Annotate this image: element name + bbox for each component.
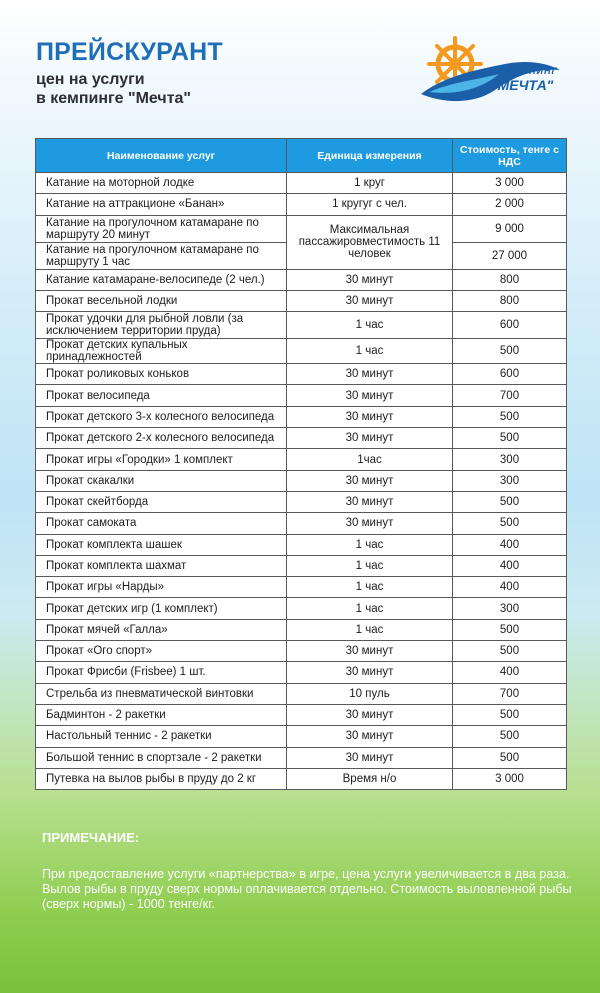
service-unit: Время н/о — [287, 768, 453, 789]
service-unit: 30 минут — [287, 704, 453, 725]
service-name: Катание катамаране-велосипеде (2 чел.) — [36, 269, 287, 290]
table-row — [36, 662, 567, 683]
table-row — [36, 726, 567, 747]
column-header-price: Стоимость, тенге с НДС — [453, 139, 567, 173]
service-unit: 30 минут — [287, 747, 453, 768]
service-name: Настольный теннис - 2 ракетки — [36, 726, 287, 747]
service-name: Прокат скейтборда — [36, 491, 287, 512]
service-name: Прокат удочки для рыбной ловли (за исключением территории пруда) — [36, 312, 287, 339]
service-name: Прокат детских купальных принадлежностей — [36, 339, 287, 364]
service-name: Катание на аттракционе «Банан» — [36, 194, 287, 215]
service-name: Катание на моторной лодке — [36, 173, 287, 194]
service-name: Путевка на вылов рыбы в пруду до 2 кг — [36, 768, 287, 789]
page-header — [36, 38, 223, 108]
service-name: Большой теннис в спортзале - 2 ракетки — [36, 747, 287, 768]
service-price: 500 — [453, 619, 567, 640]
table-row — [36, 385, 567, 406]
service-unit: 30 минут — [287, 726, 453, 747]
service-price: 400 — [453, 662, 567, 683]
table-row — [36, 364, 567, 385]
price-table — [35, 138, 567, 790]
service-price: 400 — [453, 534, 567, 555]
service-unit: 30 минут — [287, 269, 453, 290]
service-name: Прокат игры «Городки» 1 комплект — [36, 449, 287, 470]
service-price: 500 — [453, 641, 567, 662]
table-row — [36, 747, 567, 768]
table-row — [36, 577, 567, 598]
table-row — [36, 683, 567, 704]
table-row — [36, 768, 567, 789]
table-row — [36, 339, 567, 364]
service-price: 600 — [453, 312, 567, 339]
camping-logo — [415, 30, 565, 110]
service-price: 800 — [453, 269, 567, 290]
table-row — [36, 428, 567, 449]
service-price: 500 — [453, 406, 567, 427]
service-unit: 30 минут — [287, 385, 453, 406]
table-row — [36, 194, 567, 215]
table-row — [36, 534, 567, 555]
service-price: 400 — [453, 555, 567, 576]
service-price: 3 000 — [453, 768, 567, 789]
service-name: Прокат самоката — [36, 513, 287, 534]
service-price: 2 000 — [453, 194, 567, 215]
service-unit: 1 кругуг с чел. — [287, 194, 453, 215]
service-price: 300 — [453, 449, 567, 470]
service-unit: 30 минут — [287, 290, 453, 311]
service-price: 27 000 — [453, 242, 567, 269]
table-row — [36, 704, 567, 725]
service-name: Прокат скакалки — [36, 470, 287, 491]
service-price: 400 — [453, 577, 567, 598]
service-name: Прокат велосипеда — [36, 385, 287, 406]
service-unit: 1 час — [287, 534, 453, 555]
service-unit: 30 минут — [287, 364, 453, 385]
table-row — [36, 406, 567, 427]
service-name: Прокат весельной лодки — [36, 290, 287, 311]
service-unit: 30 минут — [287, 491, 453, 512]
service-price: 700 — [453, 385, 567, 406]
page-title: ПРЕЙСКУРАНТ — [36, 38, 223, 66]
service-unit: 1 час — [287, 577, 453, 598]
note-text: При предоставление услуги «партнерства» в игре, цена услуги увеличивается в два раза. Вылов рыбы в пруду сверх нормы оплачивается отдельно. Стоимость выловленной рыбы (сверх нормы) - 1000 тенге/кг. — [42, 867, 572, 911]
service-price: 9 000 — [453, 215, 567, 242]
service-unit: Максимальная пассажировместимость 11 человек — [287, 215, 453, 269]
service-name: Бадминтон - 2 ракетки — [36, 704, 287, 725]
service-price: 500 — [453, 704, 567, 725]
service-name: Прокат детского 2-х колесного велосипеда — [36, 428, 287, 449]
service-unit: 10 пуль — [287, 683, 453, 704]
service-name: Прокат мячей «Галла» — [36, 619, 287, 640]
service-unit: 30 минут — [287, 662, 453, 683]
service-name: Стрельба из пневматической винтовки — [36, 683, 287, 704]
service-price: 800 — [453, 290, 567, 311]
table-row — [36, 290, 567, 311]
table-row — [36, 312, 567, 339]
page-subtitle-line2: в кемпинге "Мечта" — [36, 90, 192, 107]
service-unit: 1час — [287, 449, 453, 470]
note-heading: ПРИМЕЧАНИЕ: — [42, 830, 140, 845]
service-unit: 1 час — [287, 619, 453, 640]
service-name: Прокат детских игр (1 комплект) — [36, 598, 287, 619]
service-price: 500 — [453, 513, 567, 534]
service-price: 300 — [453, 470, 567, 491]
service-unit: 1 час — [287, 339, 453, 364]
service-unit: 1 час — [287, 312, 453, 339]
service-price: 500 — [453, 428, 567, 449]
table-header-row — [36, 139, 567, 173]
service-name: Катание на прогулочном катамаране по маршруту 20 минут — [36, 215, 287, 242]
service-price: 500 — [453, 726, 567, 747]
service-price: 500 — [453, 491, 567, 512]
column-header-service: Наименование услуг — [36, 139, 287, 173]
note-section — [42, 830, 572, 912]
service-price: 700 — [453, 683, 567, 704]
table-row — [36, 269, 567, 290]
table-row — [36, 641, 567, 662]
service-unit: 1 час — [287, 555, 453, 576]
table-row — [36, 513, 567, 534]
logo-name: "МЕЧТА" — [491, 77, 554, 93]
table-row — [36, 555, 567, 576]
table-row — [36, 449, 567, 470]
service-name: Прокат игры «Нарды» — [36, 577, 287, 598]
service-unit: 30 минут — [287, 406, 453, 427]
page-subtitle-line1: цен на услуги — [36, 71, 145, 88]
service-name: Прокат детского 3-х колесного велосипеда — [36, 406, 287, 427]
service-unit: 30 минут — [287, 513, 453, 534]
service-unit: 1 час — [287, 598, 453, 619]
column-header-unit: Единица измерения — [287, 139, 453, 173]
table-row — [36, 470, 567, 491]
service-price: 600 — [453, 364, 567, 385]
service-price: 500 — [453, 339, 567, 364]
service-price: 300 — [453, 598, 567, 619]
table-row — [36, 491, 567, 512]
table-row — [36, 598, 567, 619]
service-name: Прокат комплекта шахмат — [36, 555, 287, 576]
table-row — [36, 619, 567, 640]
service-name: Прокат роликовых коньков — [36, 364, 287, 385]
service-unit: 30 минут — [287, 470, 453, 491]
logo-caption: КЕМПИНГ — [507, 66, 559, 76]
service-unit: 30 минут — [287, 428, 453, 449]
service-name: Прокат Фрисби (Frisbee) 1 шт. — [36, 662, 287, 683]
service-unit: 30 минут — [287, 641, 453, 662]
table-row — [36, 173, 567, 194]
service-unit: 1 круг — [287, 173, 453, 194]
service-price: 500 — [453, 747, 567, 768]
table-row — [36, 215, 567, 242]
service-name: Прокат комплекта шашек — [36, 534, 287, 555]
service-price: 3 000 — [453, 173, 567, 194]
service-name: Катание на прогулочном катамаране по маршруту 1 час — [36, 242, 287, 269]
service-name: Прокат «Ого спорт» — [36, 641, 287, 662]
